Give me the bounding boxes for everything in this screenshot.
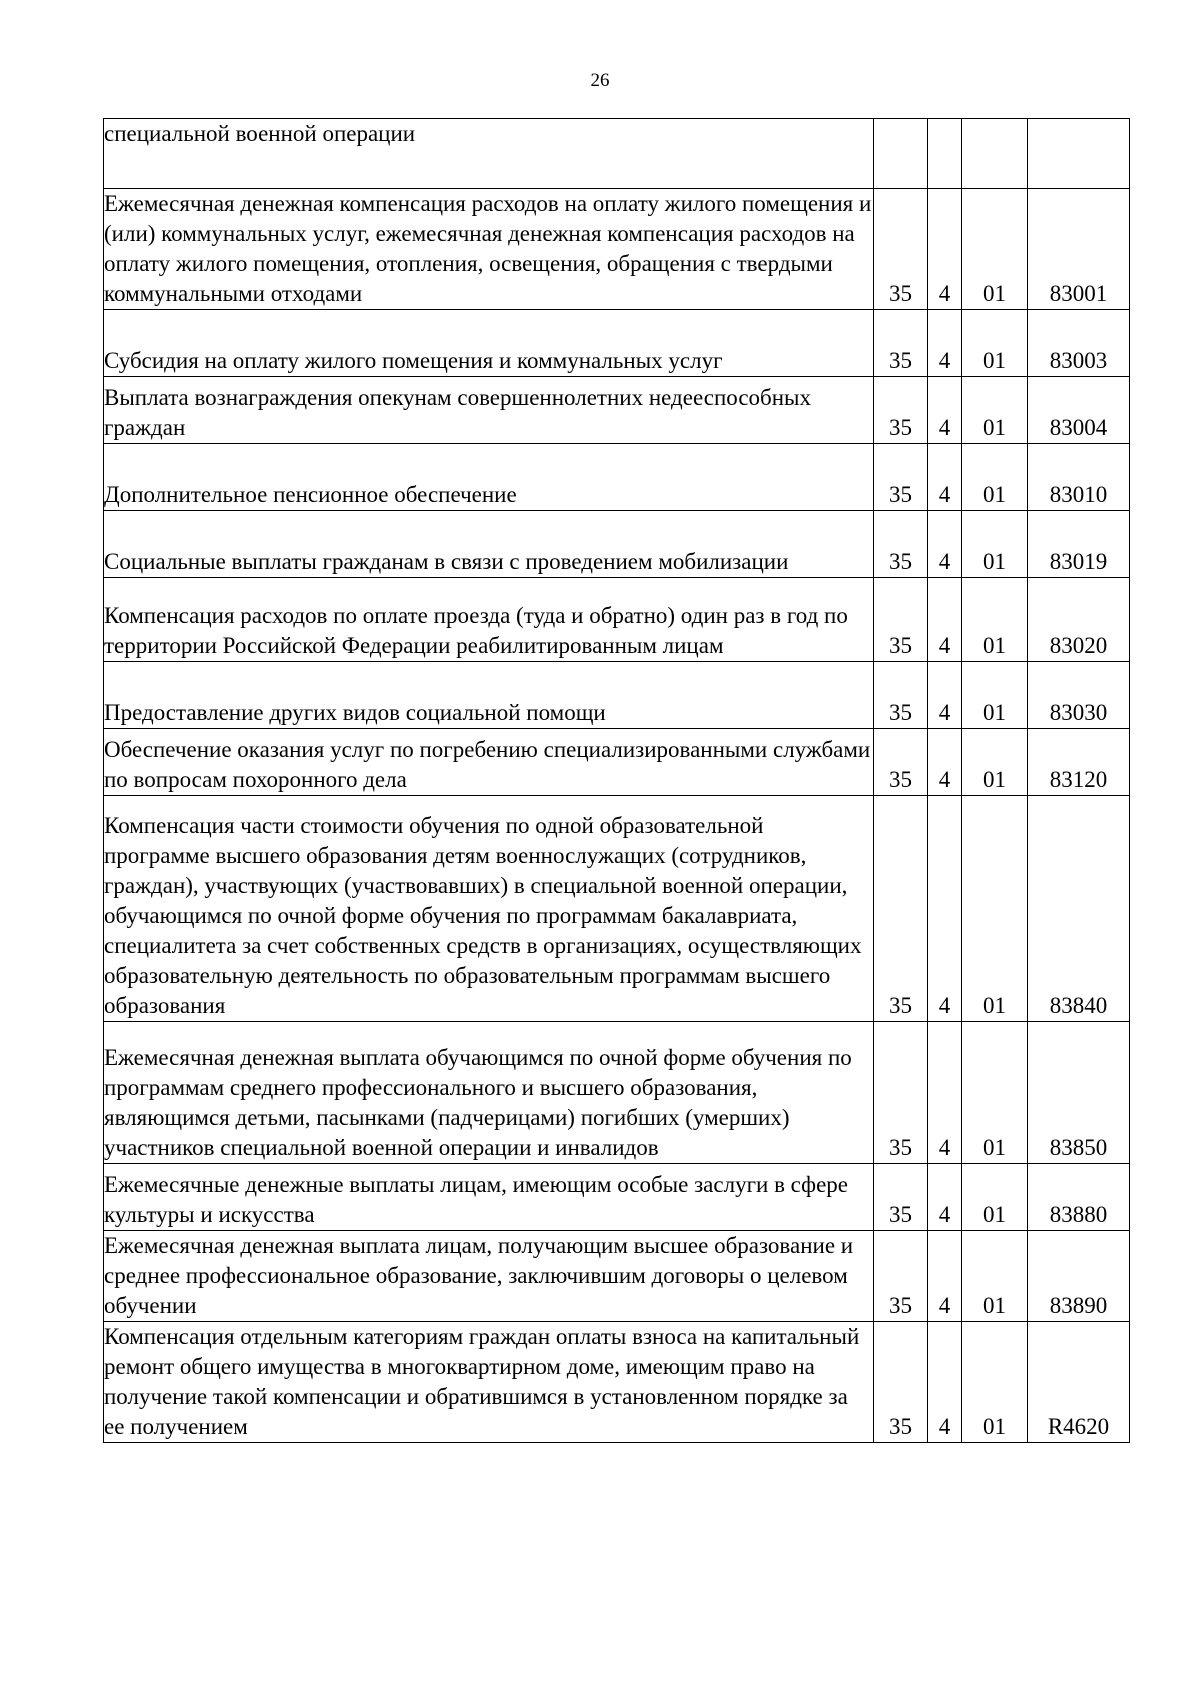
row-code-c2 bbox=[928, 119, 962, 189]
row-code-c2: 4 bbox=[928, 1164, 962, 1231]
row-code-c4: 83880 bbox=[1028, 1164, 1130, 1231]
row-code-c3: 01 bbox=[962, 1164, 1028, 1231]
table-row bbox=[104, 1231, 1130, 1322]
row-code-c2: 4 bbox=[928, 310, 962, 377]
row-code-c2: 4 bbox=[928, 1322, 962, 1443]
table-row bbox=[104, 1164, 1130, 1231]
row-code-c4: 83120 bbox=[1028, 729, 1130, 796]
row-code-c3 bbox=[962, 119, 1028, 189]
row-code-c3: 01 bbox=[962, 444, 1028, 511]
table-row bbox=[104, 796, 1130, 1022]
table-row bbox=[104, 444, 1130, 511]
row-code-c3: 01 bbox=[962, 578, 1028, 662]
row-code-c2: 4 bbox=[928, 578, 962, 662]
row-code-c1: 35 bbox=[874, 578, 928, 662]
row-code-c1: 35 bbox=[874, 729, 928, 796]
row-code-c2: 4 bbox=[928, 511, 962, 578]
row-description: Выплата вознаграждения опекунам совершеннолетних недееспособных граждан bbox=[104, 377, 874, 444]
row-code-c3: 01 bbox=[962, 796, 1028, 1022]
row-code-c2: 4 bbox=[928, 796, 962, 1022]
row-description: Компенсация части стоимости обучения по одной образовательной программе высшего образования детям военнослужащих (сотрудников, граждан), участвующих (участвовавших) в специальной военной операции, обучающимся по очной форме обучения по программам бакалавриата, специалитета за счет собственных средств в организациях, осуществляющих образовательную деятельность по образовательным программам высшего образования bbox=[104, 796, 874, 1022]
table-row bbox=[104, 511, 1130, 578]
row-code-c1: 35 bbox=[874, 662, 928, 729]
row-description: Социальные выплаты гражданам в связи с проведением мобилизации bbox=[104, 511, 874, 578]
row-code-c3: 01 bbox=[962, 729, 1028, 796]
row-description: Обеспечение оказания услуг по погребению специализированными службами по вопросам похоронного дела bbox=[104, 729, 874, 796]
row-code-c1: 35 bbox=[874, 444, 928, 511]
row-code-c3: 01 bbox=[962, 662, 1028, 729]
row-code-c4: 83001 bbox=[1028, 189, 1130, 310]
row-code-c4: 83840 bbox=[1028, 796, 1130, 1022]
row-code-c1: 35 bbox=[874, 189, 928, 310]
budget-codes-table bbox=[103, 118, 1130, 1443]
row-code-c4: 83019 bbox=[1028, 511, 1130, 578]
row-code-c1: 35 bbox=[874, 1022, 928, 1164]
row-description: Субсидия на оплату жилого помещения и коммунальных услуг bbox=[104, 310, 874, 377]
row-description: Дополнительное пенсионное обеспечение bbox=[104, 444, 874, 511]
table-row bbox=[104, 119, 1130, 189]
table-body bbox=[104, 119, 1130, 1443]
row-code-c2: 4 bbox=[928, 1022, 962, 1164]
row-code-c1: 35 bbox=[874, 377, 928, 444]
table-row bbox=[104, 310, 1130, 377]
table-row bbox=[104, 662, 1130, 729]
table-row bbox=[104, 1022, 1130, 1164]
table-row bbox=[104, 729, 1130, 796]
row-code-c2: 4 bbox=[928, 729, 962, 796]
row-code-c4: 83010 bbox=[1028, 444, 1130, 511]
row-code-c1: 35 bbox=[874, 310, 928, 377]
row-code-c3: 01 bbox=[962, 1231, 1028, 1322]
row-code-c4: 83030 bbox=[1028, 662, 1130, 729]
row-code-c3: 01 bbox=[962, 377, 1028, 444]
row-code-c2: 4 bbox=[928, 189, 962, 310]
row-code-c2: 4 bbox=[928, 662, 962, 729]
row-code-c4: R4620 bbox=[1028, 1322, 1130, 1443]
row-code-c2: 4 bbox=[928, 1231, 962, 1322]
row-code-c3: 01 bbox=[962, 511, 1028, 578]
table-row bbox=[104, 189, 1130, 310]
row-code-c1: 35 bbox=[874, 1322, 928, 1443]
row-description: Предоставление других видов социальной помощи bbox=[104, 662, 874, 729]
row-code-c2: 4 bbox=[928, 377, 962, 444]
row-code-c1: 35 bbox=[874, 511, 928, 578]
row-description: Компенсация расходов по оплате проезда (туда и обратно) один раз в год по территории Российской Федерации реабилитированным лицам bbox=[104, 578, 874, 662]
row-code-c3: 01 bbox=[962, 1322, 1028, 1443]
row-code-c3: 01 bbox=[962, 1022, 1028, 1164]
row-code-c4: 83850 bbox=[1028, 1022, 1130, 1164]
row-description: Ежемесячная денежная компенсация расходов на оплату жилого помещения и (или) коммунальных услуг, ежемесячная денежная компенсация расходов на оплату жилого помещения, отопления, освещения, обращения с твердыми коммунальными отходами bbox=[104, 189, 874, 310]
row-code-c4: 83003 bbox=[1028, 310, 1130, 377]
row-description: Ежемесячная денежная выплата обучающимся по очной форме обучения по программам среднего профессионального и высшего образования, являющимся детьми, пасынками (падчерицами) погибших (умерших) участников специальной военной операции и инвалидов bbox=[104, 1022, 874, 1164]
row-description: Ежемесячная денежная выплата лицам, получающим высшее образование и среднее профессиональное образование, заключившим договоры о целевом обучении bbox=[104, 1231, 874, 1322]
row-description: Ежемесячные денежные выплаты лицам, имеющим особые заслуги в сфере культуры и искусства bbox=[104, 1164, 874, 1231]
row-code-c1: 35 bbox=[874, 1231, 928, 1322]
row-code-c3: 01 bbox=[962, 310, 1028, 377]
row-code-c1: 35 bbox=[874, 1164, 928, 1231]
row-description: Компенсация отдельным категориям граждан оплаты взноса на капитальный ремонт общего имущества в многоквартирном доме, имеющим право на получение такой компенсации и обратившимся в установленном порядке за ее получением bbox=[104, 1322, 874, 1443]
row-description: специальной военной операции bbox=[104, 119, 874, 189]
row-code-c4: 83020 bbox=[1028, 578, 1130, 662]
table-row bbox=[104, 1322, 1130, 1443]
row-code-c4: 83004 bbox=[1028, 377, 1130, 444]
table-row bbox=[104, 578, 1130, 662]
row-code-c3: 01 bbox=[962, 189, 1028, 310]
page-number: 26 bbox=[590, 70, 610, 91]
row-code-c2: 4 bbox=[928, 444, 962, 511]
row-code-c1: 35 bbox=[874, 796, 928, 1022]
row-code-c4 bbox=[1028, 119, 1130, 189]
row-code-c1 bbox=[874, 119, 928, 189]
row-code-c4: 83890 bbox=[1028, 1231, 1130, 1322]
table-row bbox=[104, 377, 1130, 444]
